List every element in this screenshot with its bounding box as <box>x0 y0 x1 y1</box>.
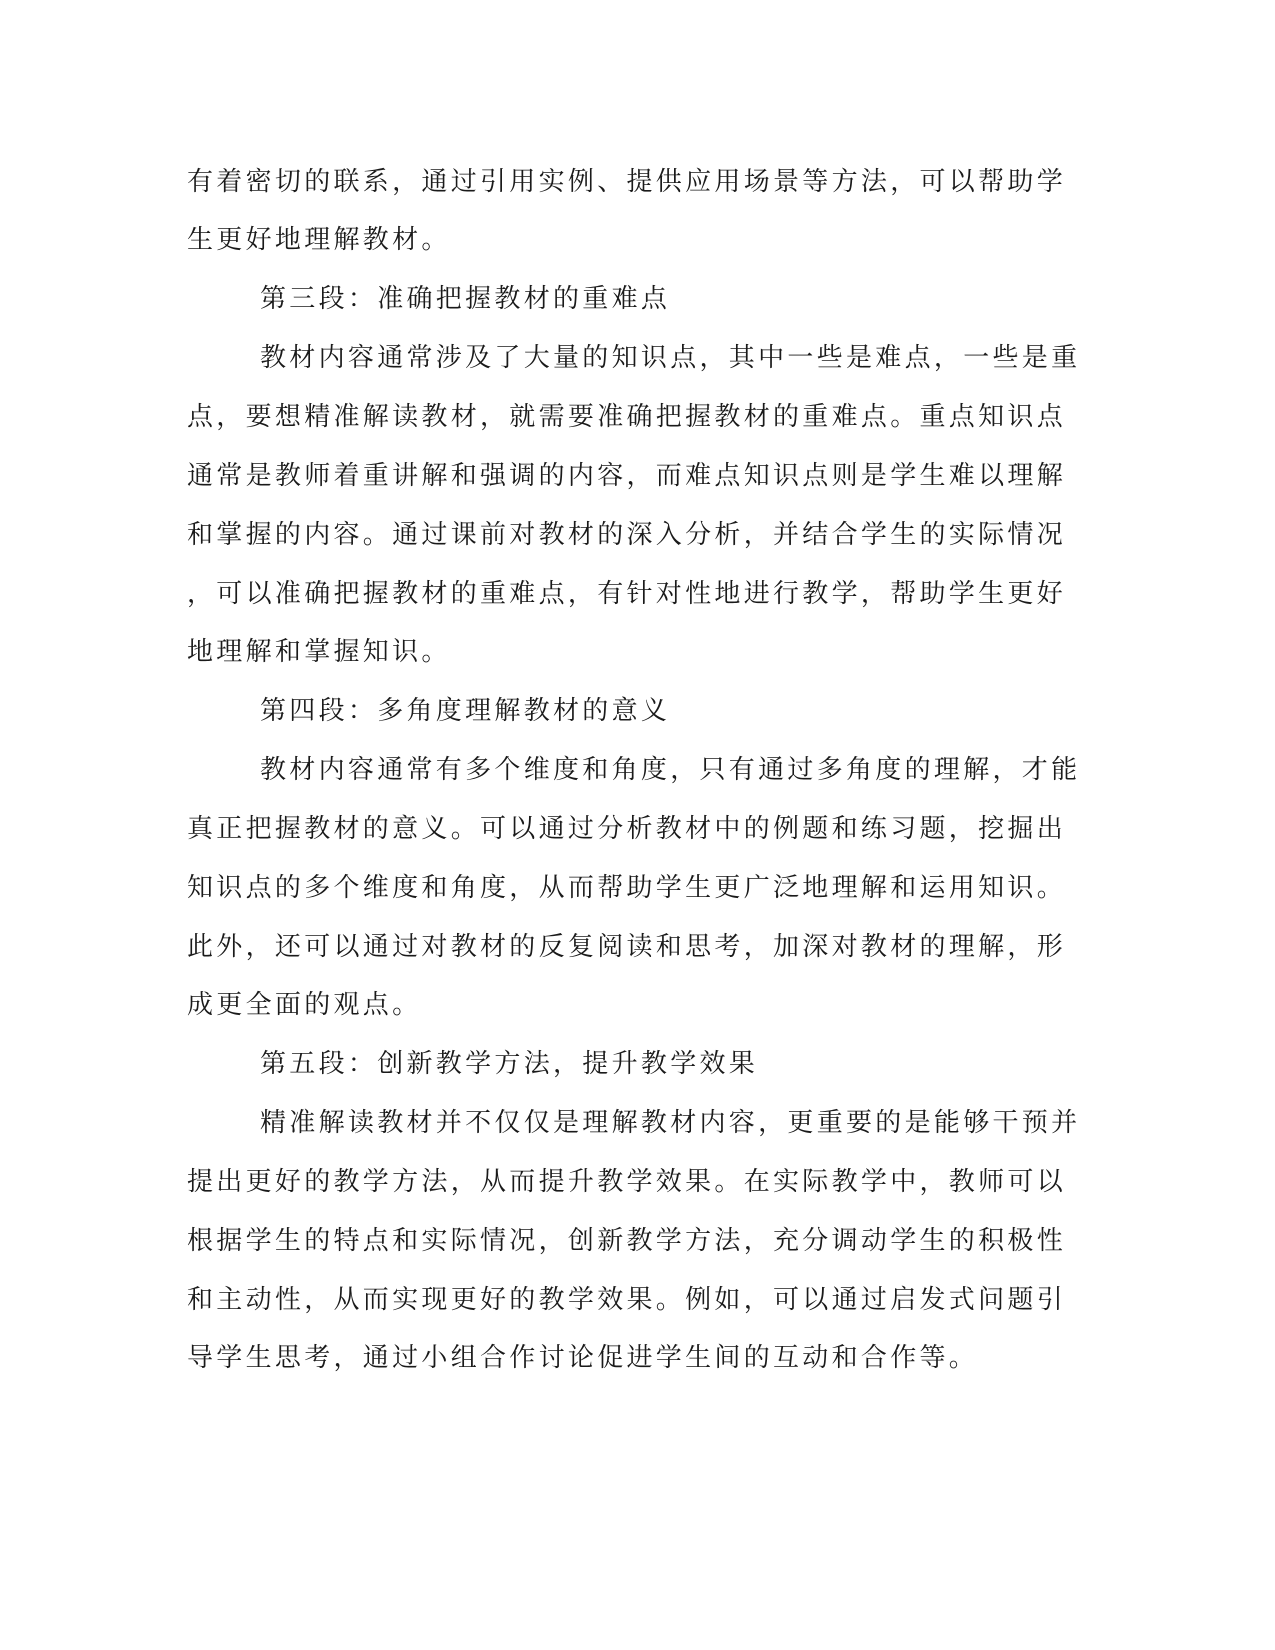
text-line: 导学生思考，通过小组合作讨论促进学生间的互动和合作等。 <box>187 1343 979 1373</box>
text-line: 通常是教师着重讲解和强调的内容，而难点知识点则是学生难以理解 <box>187 461 1067 491</box>
text-line: 成更全面的观点。 <box>187 990 422 1020</box>
text-line: 和掌握的内容。通过课前对教材的深入分析，并结合学生的实际情况 <box>187 520 1067 550</box>
text-line: 地理解和掌握知识。 <box>187 637 451 667</box>
text-line: 生更好地理解教材。 <box>187 225 451 255</box>
text-line: 此外，还可以通过对教材的反复阅读和思考，加深对教材的理解，形 <box>187 932 1067 962</box>
text-line: 教材内容通常涉及了大量的知识点，其中一些是难点，一些是重 <box>260 343 1081 373</box>
text-line: ，可以准确把握教材的重难点，有针对性地进行教学，帮助学生更好 <box>187 579 1067 609</box>
text-line: 提出更好的教学方法，从而提升教学效果。在实际教学中，教师可以 <box>187 1167 1067 1197</box>
text-line: 教材内容通常有多个维度和角度，只有通过多角度的理解，才能 <box>260 755 1081 785</box>
text-line: 有着密切的联系，通过引用实例、提供应用场景等方法，可以帮助学 <box>187 167 1067 197</box>
text-line: 根据学生的特点和实际情况，创新教学方法，充分调动学生的积极性 <box>187 1226 1067 1256</box>
text-line: 和主动性，从而实现更好的教学效果。例如，可以通过启发式问题引 <box>187 1285 1067 1315</box>
text-line: 精准解读教材并不仅仅是理解教材内容，更重要的是能够干预并 <box>260 1108 1081 1138</box>
section-heading-5: 第五段：创新教学方法，提升教学效果 <box>260 1049 759 1079</box>
text-line: 点，要想精准解读教材，就需要准确把握教材的重难点。重点知识点 <box>187 402 1067 432</box>
section-heading-4: 第四段：多角度理解教材的意义 <box>260 696 671 726</box>
text-line: 真正把握教材的意义。可以通过分析教材中的例题和练习题，挖掘出 <box>187 814 1067 844</box>
section-heading-3: 第三段：准确把握教材的重难点 <box>260 284 671 314</box>
text-line: 知识点的多个维度和角度，从而帮助学生更广泛地理解和运用知识。 <box>187 873 1067 903</box>
